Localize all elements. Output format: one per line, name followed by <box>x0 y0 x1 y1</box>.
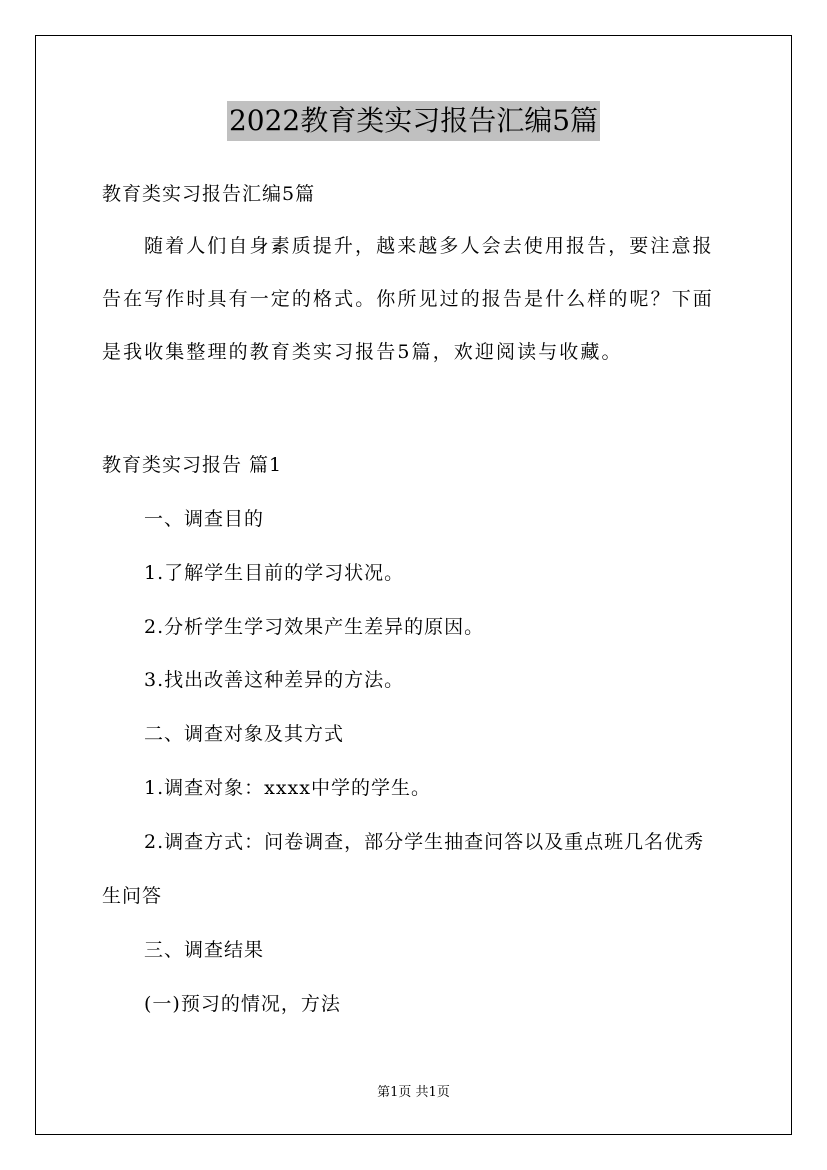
body-line: 二、调查对象及其方式 <box>144 723 345 745</box>
body-line: 2.分析学生学习效果产生差异的原因。 <box>144 616 485 638</box>
document-subtitle: 教育类实习报告汇编5篇 <box>102 183 316 205</box>
body-line: 三、调查结果 <box>144 939 265 961</box>
body-line: (一)预习的情况，方法 <box>144 993 341 1015</box>
intro-paragraph: 随着人们自身素质提升，越来越多人会去使用报告，要注意报告在写作时具有一定的格式。你所见过的报告是什么样的呢？下面是我收集整理的教育类实习报告5篇，欢迎阅读与收藏。 <box>102 235 714 363</box>
document-title: 2022教育类实习报告汇编5篇 <box>227 101 600 141</box>
body-line: 生问答 <box>102 885 163 907</box>
section-heading: 教育类实习报告 篇1 <box>102 454 283 476</box>
body-line: 2.调查方式：问卷调查，部分学生抽查问答以及重点班几名优秀 <box>144 831 705 853</box>
body-line: 一、调查目的 <box>144 508 265 530</box>
body-line: 1.了解学生目前的学习状况。 <box>144 562 405 584</box>
page-footer: 第1页 共1页 <box>377 1085 450 1100</box>
body-line: 3.找出改善这种差异的方法。 <box>144 669 405 691</box>
title-wrap <box>0 101 827 141</box>
body-line: 1.调查对象：xxxx中学的学生。 <box>144 777 431 799</box>
